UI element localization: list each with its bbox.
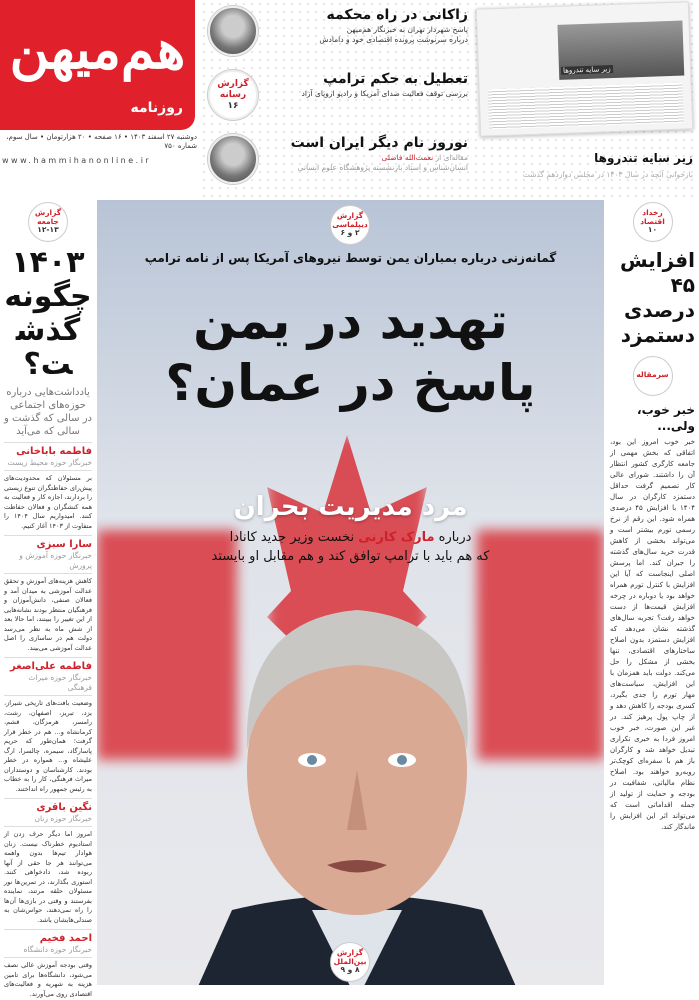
- story-title: زاکانی در راه محکمه: [326, 7, 468, 23]
- top-stories: [200, 0, 472, 198]
- website-url[interactable]: www.hammihanonline.ir: [2, 156, 152, 165]
- story-title: نوروز نام دیگر ایران است: [290, 135, 468, 151]
- author-name: فاطمه علی‌اصغر: [4, 657, 92, 673]
- logo-wordmark: هم‌میهن: [9, 17, 186, 81]
- right-column: [606, 202, 699, 1000]
- wage-headline[interactable]: افزایش ۴۵ درصدی دستمزد: [619, 248, 695, 347]
- thumbnail-subcaption: بازخوانی آنچه در سال ۱۴۰۳ در مجلس دوازدهم گذشت: [522, 170, 693, 179]
- story-line: بررسی توقف فعالیت صدای آمریکا و رادیو اروپای آزاد: [301, 89, 468, 98]
- editorial-badge: سرمقاله: [633, 356, 673, 396]
- author-note[interactable]: [4, 657, 92, 794]
- subheadline: مرد مدیریت بحران: [233, 492, 468, 522]
- story-line: انسان‌شناس و استاد بازنشسته پژوهشگاه علوم انسانی: [297, 163, 468, 172]
- portrait-photo: [208, 134, 258, 184]
- story-title: تعطیل به حکم ترامپ: [323, 71, 468, 87]
- story-line: پاسخ شهردار تهران به خبرنگار هم‌میهن: [346, 25, 468, 34]
- author-name: فاطمه باباخانی: [4, 442, 92, 458]
- mark-carney-photo: [192, 580, 522, 985]
- thumbnail-caption[interactable]: زیر سایه تندروها: [594, 151, 693, 165]
- author-text: امروز اما دیگر حرف زدن از استادیوم خطرناک نیست. زنان هوادار تیم‌ها بدون واهمه می‌توانند هر جا حقی از آنها ربوده شد، دادخواهی کنند. استوری بگذارند، در تمرین‌ها نور مسئولان حلقه مرتند، نماینده بفرستند و وقتی در بازی‌ها آن‌ها را راه نمی‌دهند، حواس‌شان به صندلی‌هایشان باشد.: [4, 830, 92, 924]
- left-column: [0, 202, 96, 1000]
- left-column-lede: یادداشت‌هایی درباره حوزه‌های اجتماعی در سالی که گذشت و سالی که می‌آید: [4, 387, 92, 437]
- left-column-title: ۱۴۰۳ چگونه گذشت؟: [4, 245, 92, 382]
- kicker: گمانه‌زنی درباره بمباران یمن توسط نیروهای آمریکا پس از نامه ترامپ: [144, 251, 557, 265]
- author-note[interactable]: [4, 798, 92, 925]
- thumbnail-text: [488, 83, 684, 130]
- logo-subtitle: روزنامه: [130, 100, 183, 116]
- main-story[interactable]: [97, 200, 604, 985]
- dateline: دوشنبه ۲۷ اسفند ۱۴۰۳ • ۱۶ صفحه • ۲۰ هزارتومان • سال سوم، شماره ۷۵۰: [6, 133, 197, 150]
- story-line: درباره سرنوشت پرونده اقتصادی خود و دامادش: [319, 35, 468, 44]
- author-name: سارا سبزی: [4, 535, 92, 551]
- thumbnail-title: زیر سایه تندروها: [562, 65, 611, 75]
- section-badge: گزارش رسانه ۱۶: [208, 70, 258, 120]
- author-role: خبرنگار حوزه زنان: [4, 814, 92, 827]
- society-badge[interactable]: گزارش جامعه ۱۲-۱۳: [28, 202, 68, 242]
- subheadline-text: درباره مارک کارنی نخست وزیر جدید کانادا که هم باید با ترامپ توافق کند و هم مقابل او بایستد: [211, 530, 490, 564]
- byline: مقاله‌ای از نعمت‌الله فاضلی: [381, 153, 468, 162]
- editorial-text: خبر خوب امروز این بود، اتفاقی که بخش مهمی از جامعه کارگری کشور انتظار آن را داشتند. شورای عالی کار تصمیم گرفت حداقل دستمزد کارگران در سال ۱۴۰۴ با افزایش ۴۵ درصدی همراه شود. این رقم از نرخ رسمی تورم بیشتر است و می‌تواند بخشی از کاهش قدرت خرید سال‌های گذشته را جبران کند. اما پرسش اصلی اینجاست که آیا این افزایش با کنترل تورم همراه خواهد بود یا دوباره در چرخه افزایش قیمت‌ها از دست خواهد رفت؟ تجربه سال‌های گذشته نشان می‌دهد که افزایش دستمزد بدون اصلاح ساختارهای اقتصادی، تنها بخشی از مشکل را حل می‌کند. دولت باید همزمان با این افزایش، سیاست‌های مهار تورم را جدی بگیرد، کسری بودجه را کاهش دهد و از چاپ پول پرهیز کند. در غیر این صورت، خبر خوب امروز فردا به خبری تکراری تبدیل خواهد شد و کارگران باز هم با سفره‌ای کوچک‌تر روبه‌رو خواهند بود. اصلاح نظام مالیاتی، شفافیت در بودجه و حمایت از تولید از جمله اقداماتی است که می‌تواند اثر این افزایش را ماندگار کند.: [610, 438, 695, 831]
- author-note[interactable]: [4, 929, 92, 999]
- author-text: وقتی بودجه آموزش عالی نصف می‌شود، دانشگاه‌ها برای تامین هزینه به شهریه و فعالیت‌های اقتصادی روی می‌آورند.: [4, 961, 92, 998]
- author-role: خبرنگار حوزه دانشگاه: [4, 945, 92, 958]
- author-text: بر مسئولان که محدودیت‌های پیش‌رای حفاظتگران تنوع زیستی را بردارند، اجازه کار و فعالیت به همه کنشگران و فعالان حفاظت کنند. امیدواریم سال ۱۴۰۴ را متفاوت از ۱۴۰۳ آغاز کنیم.: [4, 474, 92, 530]
- diplomacy-badge[interactable]: گزارش دیپلماسی ۲ و ۶: [330, 205, 370, 245]
- portrait-photo: [208, 6, 258, 56]
- author-role: خبرنگار حوزه محیط زیست: [4, 458, 92, 471]
- main-headline: تهدید در یمن پاسخ در عمان؟: [165, 292, 536, 412]
- author-note[interactable]: [4, 442, 92, 531]
- author-role: خبرنگار حوزه آموزش و پرورش: [4, 551, 92, 574]
- international-badge[interactable]: گزارش بین‌الملل ۸ و ۹: [330, 942, 370, 982]
- author-text: کاهش هزینه‌های آموزش و تحقق عدالت آموزشی به میدان آمد و فعالان صنفی، دانش‌آموزان و فرهنگیان منتظر بودند نشانه‌هایی از این تغییر را ببینند، اما حالا بعد از شش ماه به نظر می‌رسد دولت هم در ساسازی را اصل عدالت آموزشی می‌بیند.: [4, 577, 92, 652]
- author-name: نگین باقری: [4, 798, 92, 814]
- author-text: وضعیت بافت‌های تاریخی شیراز، یزد، تبریز، اصفهان، رشت، رامسر، هرمزگان، قشم، کرمانشاه و... هم در خطر قرار گرفت؛ همان‌طور که حریم پاسارگاد، سیمره، چالسرا، ارگ علیشاه و... همواره در خطر بودند. کارشناسان و دوستداران میراث فرهنگی، کار را به خطاب به رئیس جمهور راه انداختند.: [4, 699, 92, 793]
- economy-badge[interactable]: رخداد اقتصاد ۱۰: [633, 202, 673, 242]
- top-story-trump[interactable]: [200, 66, 472, 126]
- author-name: احمد فخیم: [4, 929, 92, 945]
- inner-page-thumbnail[interactable]: [476, 1, 693, 136]
- top-story-nowruz[interactable]: [200, 130, 472, 190]
- author-role: خبرنگار حوزه میراث فرهنگی: [4, 673, 92, 696]
- editorial-title[interactable]: خبر خوب، ولی...: [637, 403, 695, 433]
- author-note[interactable]: [4, 535, 92, 653]
- top-story-zakani[interactable]: [200, 2, 472, 62]
- masthead-logo[interactable]: [0, 0, 195, 130]
